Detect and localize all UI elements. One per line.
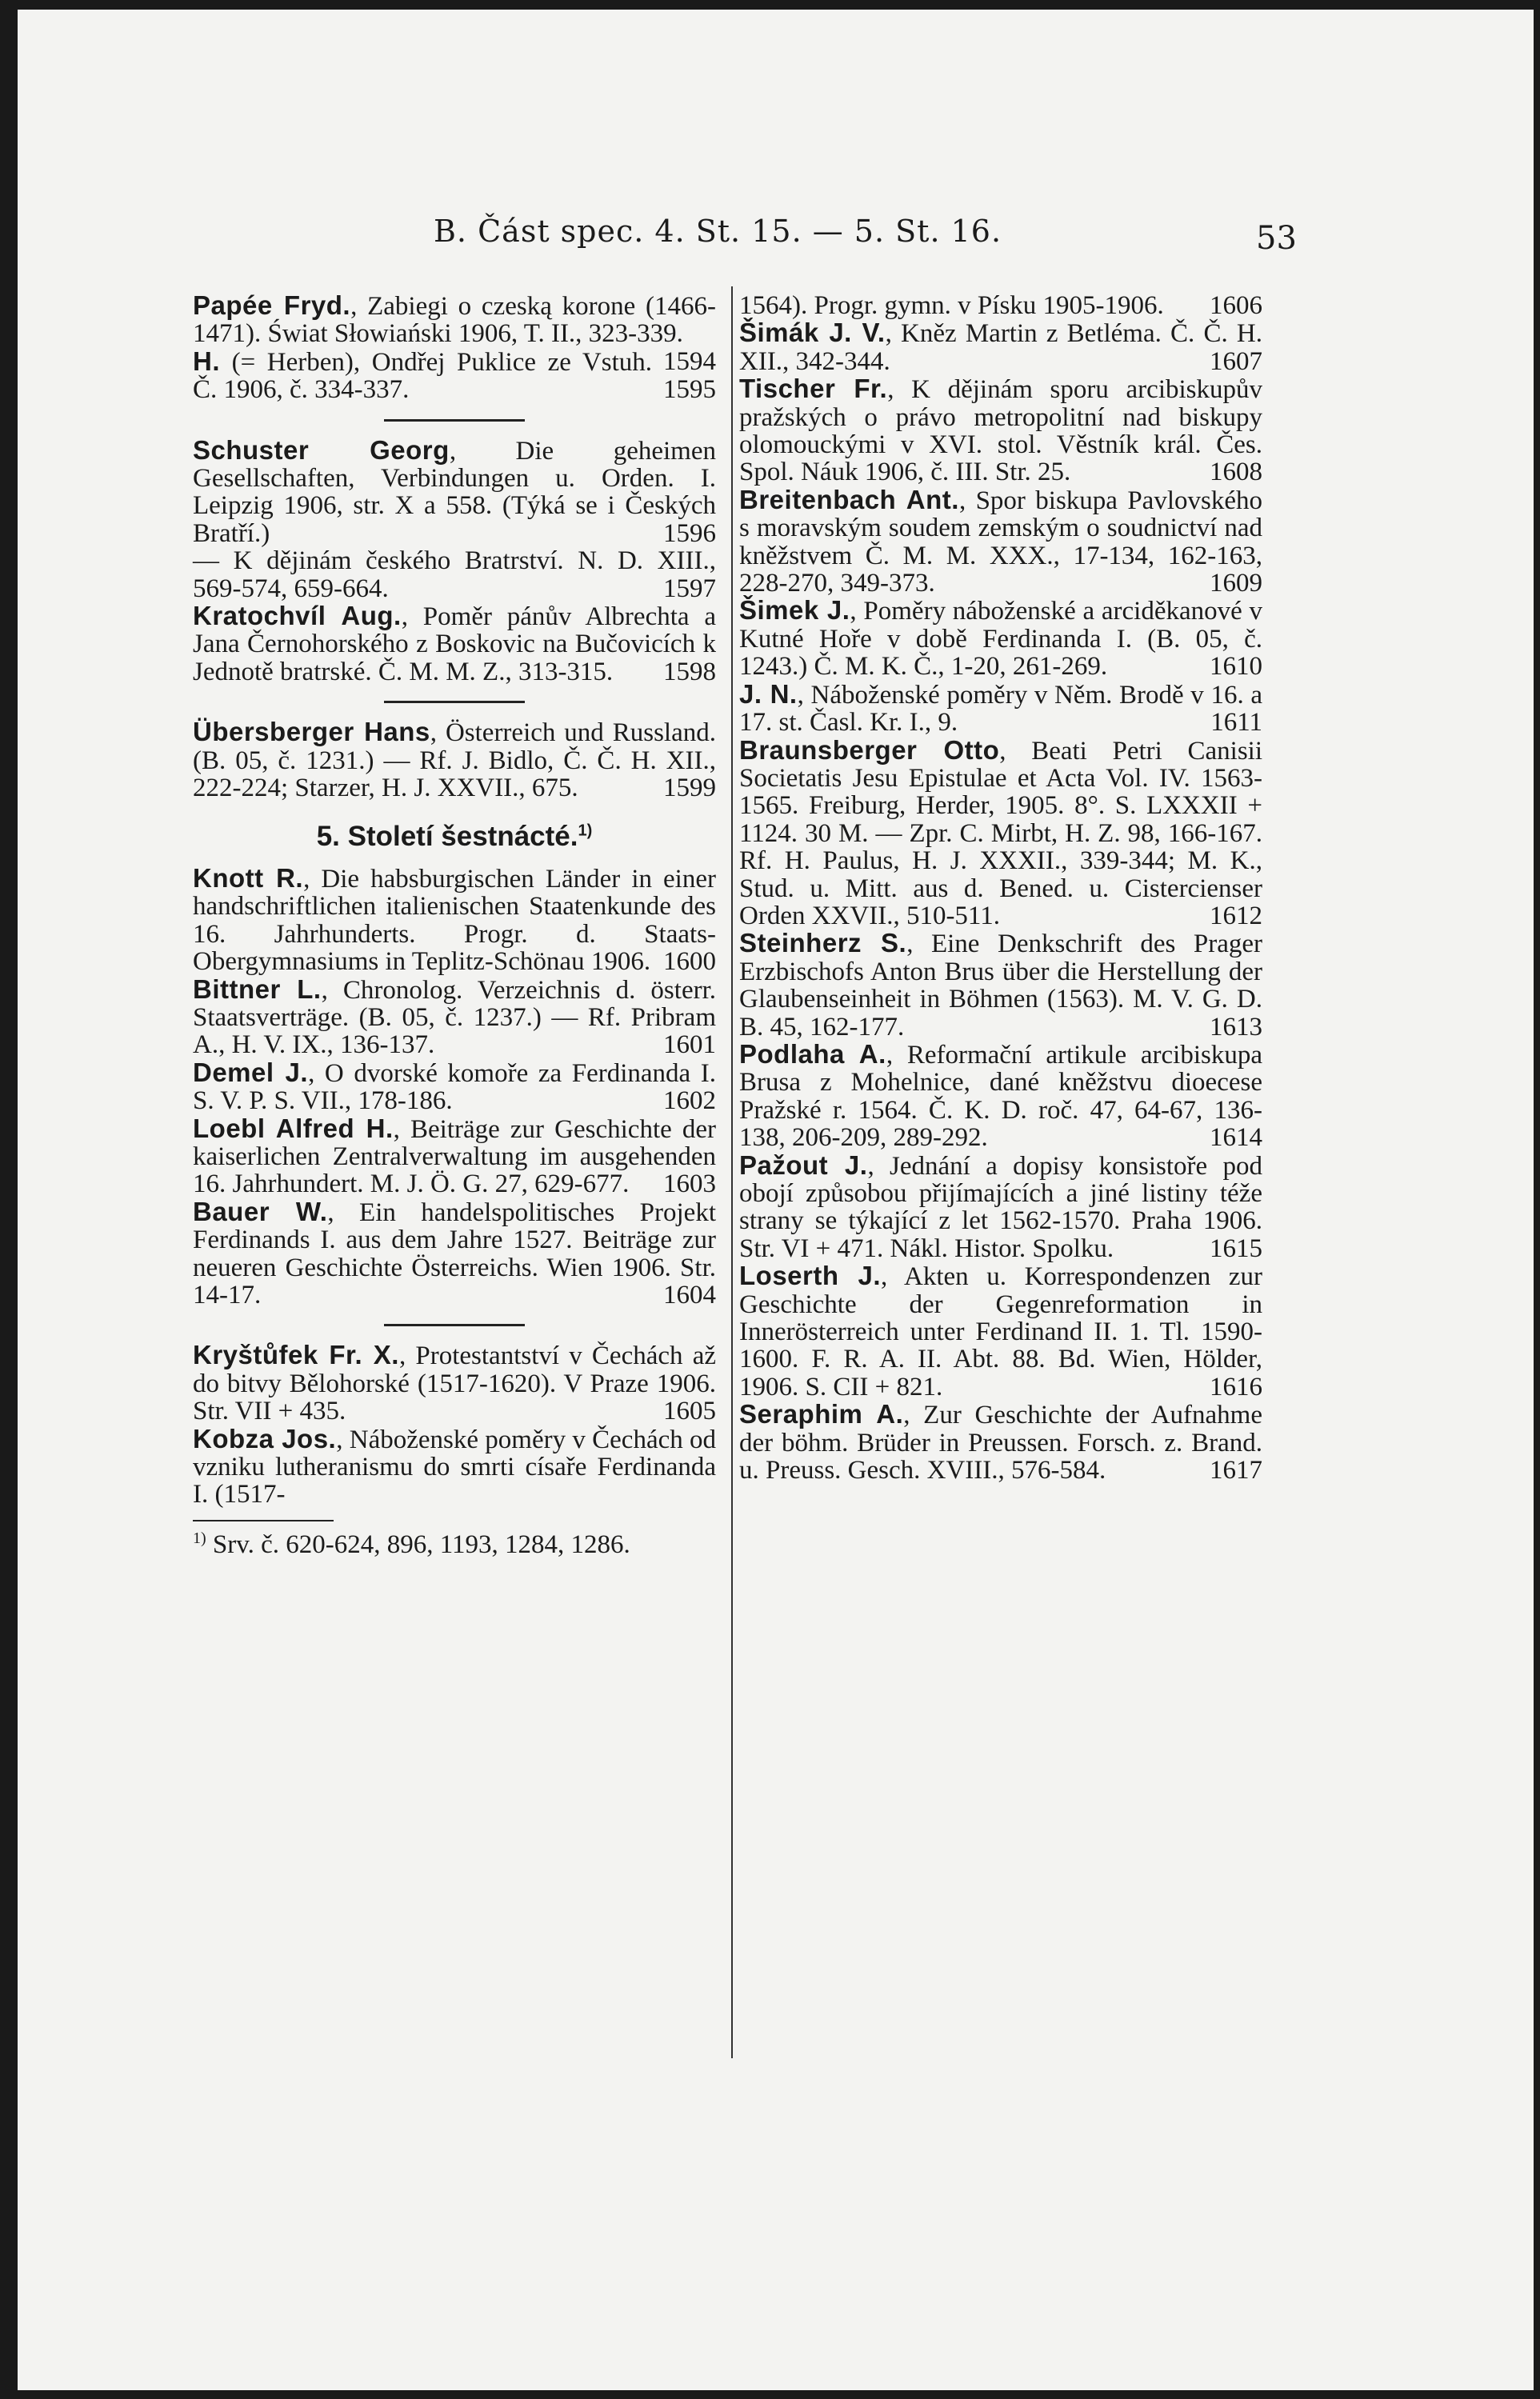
entry-text: , Kněz Martin z Betléma. Č. Č. H. XII., 342-344. [739, 319, 1262, 376]
entry-number: 1599 [663, 774, 716, 803]
entry-number: 1611 [1210, 708, 1262, 738]
entry-text: , Eine Denkschrift des Prager Erzbischofs Anton Brus über die Herstellung der Glaubenseinheit in Böhmen (1563). M. V. G. D. B. 45, 162-177. [739, 930, 1262, 1042]
entry-text: , Zur Geschichte der Aufnahme der böhm. Brüder in Preussen. Forsch. z. Brand. u. Preuss. Gesch. XVIII., 576-584. [739, 1401, 1262, 1485]
page-number: 53 [1256, 220, 1297, 257]
entry-number: 1598 [663, 657, 716, 686]
entry-author: Schuster Georg [193, 434, 450, 465]
entry-number: 1617 [1210, 1456, 1262, 1485]
entry-text: , Beati Petri Canisii Societatis Jesu Epistulae et Acta Vol. IV. 1563-1565. Freiburg, Herder, 1905. 8°. S. LXXXII + 1124. 30 M. — Zpr. C. Mirbt, H. Z. 98, 166-167. Rf. H. Paulus, H. J. XXXII., 339-344; M. K., Stud. u. Mitt. aus d. Bened. u. Cistercienser Orden XXVII., 510-511. [739, 736, 1263, 930]
entry-author: Braunsberger Otto [739, 734, 1000, 765]
entry-text: , Jednání a dopisy konsistoře pod obojí způsobou přijímajících a jiné listiny téže strany se týkající z let 1562-1570. Praha 1906. Str. VI + 471. Nákl. Histor. Spolku. [739, 1151, 1263, 1263]
footnote [193, 1531, 716, 1558]
entry-text: (= Herben), Ondřej Puklice ze Vstuh. Č. 1906, č. 334-337. [193, 347, 652, 405]
entry-author: H. [193, 346, 220, 376]
entry-author: Loserth J. [739, 1261, 882, 1291]
bibliography-entry [739, 597, 1262, 680]
entry-text: , Österreich und Russland. (B. 05, č. 1231.) — Rf. J. Bidlo, Č. Č. H. XII., 222-224; Starzer, H. J. XXVII., 675. [193, 718, 716, 803]
bibliography-entry [739, 1262, 1262, 1401]
entry-number: 1594 [663, 346, 716, 376]
entry-number: 1608 [1210, 458, 1262, 487]
entry-text: , Spor biskupa Pavlovského s moravským soudem zemským o soudnictví nad kněžstvem Č. M. M. XXX., 17-134, 162-163, 228-270, 349-373. [739, 486, 1262, 598]
entry-text: , Poměry náboženské a arciděkanové v Kutné Hoře v době Ferdinanda I. (B. 05, č. 1243.) Č. M. K. Č., 1-20, 261-269. [739, 597, 1262, 682]
page-header [18, 214, 1534, 262]
bibliography-entry [739, 930, 1262, 1041]
entry-number: 1607 [1210, 346, 1262, 376]
separator-rule [384, 419, 525, 422]
separator-rule [384, 701, 525, 703]
bibliography-entry [739, 1152, 1262, 1263]
bibliography-entry [193, 1425, 716, 1509]
entry-text: , Ein handelspolitisches Projekt Ferdinands I. aus dem Jahre 1527. Beiträge zur neueren Geschichte Österreichs. Wien 1906. Str. 14-17. [193, 1198, 716, 1309]
entry-text: , Reformační artikule arcibiskupa Brusa z Mohelnice, dané kněžstvu dioecese Pražské r. 1564. Č. K. D. roč. 47, 64-67, 136-138, 206-209, 289-292. [739, 1040, 1262, 1153]
entry-author: J. N. [739, 678, 798, 709]
entry-author: Demel J. [193, 1057, 309, 1087]
entry-number: 1605 [663, 1397, 716, 1426]
bibliography-entry [193, 434, 716, 548]
entry-author: Podlaha A. [739, 1038, 886, 1069]
entry-text: , Chronolog. Verzeichnis d. österr. Staatsverträge. (B. 05, č. 1237.) — Rf. Pribram A., H. V. IX., 136-137. [193, 975, 717, 1060]
entry-number: 1595 [663, 375, 716, 405]
entry-author: Knott R. [193, 862, 304, 893]
bibliography-entry [193, 718, 716, 802]
bibliography-entry [739, 1401, 1262, 1484]
entry-author: Tischer Fr. [739, 374, 888, 404]
entry-text: , Poměr pánův Albrechta a Jana Černohorského z Boskovic na Bučovicích k Jednotě bratrské. Č. M. M. Z., 313-315. [193, 602, 716, 686]
entry-text: , Die habsburgischen Länder in einer handschriftlichen italienischen Staatenkunde des 16. Jahrhunderts. Progr. d. Staats-Obergymnasiums in Teplitz-Schönau 1906. [193, 864, 716, 977]
footnote-rule [193, 1520, 334, 1521]
section-heading [193, 820, 716, 852]
entry-number: 1602 [663, 1086, 716, 1116]
entry-text: , Akten u. Korrespondenzen zur Geschichte der Gegenreformation in Innerösterreich unter Ferdinand II. 1. Tl. 1590-1600. F. R. A. II. Abt. 88. Bd. Wien, Hölder, 1906. S. CII + 821. [739, 1262, 1263, 1401]
bibliography-entry [193, 1059, 716, 1115]
bibliography-entry [193, 348, 716, 404]
entry-author: Pažout J. [739, 1150, 868, 1180]
entry-number: 1612 [1210, 901, 1262, 930]
entry-number: 1609 [1210, 569, 1262, 598]
running-head: B. Část spec. 4. St. 15. — 5. St. 16. [434, 214, 1002, 249]
entry-text: , Die geheimen Gesellschaften, Verbindungen u. Orden. I. Leipzig 1906, str. X a 558. (Týká se i Českých Bratří.) [193, 436, 716, 548]
entry-text: , Beiträge zur Geschichte der kaiserlichen Zentralverwaltung im ausgehenden 16. Jahrhundert. M. J. Ö. G. 27, 629-677. [193, 1114, 716, 1199]
entry-author: Seraphim A. [739, 1399, 904, 1429]
bibliography-entry [739, 319, 1262, 375]
bibliography-entry [739, 486, 1262, 598]
entry-text: 1564). Progr. gymn. v Písku 1905-1906. [739, 291, 1164, 320]
entry-number: 1600 [663, 947, 716, 977]
entry-number: 1614 [1210, 1123, 1262, 1153]
separator-rule [384, 1324, 525, 1326]
entry-author: Šimek J. [739, 595, 850, 626]
right-column [739, 292, 1262, 1484]
entry-author: Šimák J. V. [739, 318, 886, 348]
entry-author: Kratochvíl Aug. [193, 601, 402, 631]
bibliography-entry [739, 292, 1262, 319]
bibliography-entry [193, 547, 716, 602]
bibliography-entry [739, 375, 1262, 486]
left-column [193, 292, 716, 1558]
bibliography-entry [193, 1341, 716, 1425]
entry-text: , O dvorské komoře za Ferdinanda I. S. V. P. S. VII., 178-186. [193, 1058, 716, 1116]
entry-number: 1597 [663, 574, 716, 603]
bibliography-entry [739, 678, 1262, 738]
entry-author: Papée Fryd. [193, 290, 351, 320]
entry-text: , Náboženské poměry v Čechách od vzniku lutheranismu do smrti císaře Ferdinanda I. (1517- [193, 1425, 717, 1509]
entry-text: , Náboženské poměry v Něm. Brodě v 16. a 17. st. Časl. Kr. I., 9. [739, 680, 1262, 738]
entry-author: Übersberger Hans [193, 717, 430, 747]
bibliography-entry [739, 734, 1263, 930]
footnote-mark: 1) [193, 1529, 206, 1547]
bibliography-entry [193, 976, 716, 1059]
entry-number: 1616 [1210, 1372, 1262, 1401]
entry-author: Bauer W. [193, 1196, 328, 1226]
footnote-mark: 1) [578, 821, 593, 839]
entry-author: Steinherz S. [739, 928, 907, 958]
entry-author: Bittner L. [193, 974, 322, 1004]
entry-author: Loebl Alfred H. [193, 1113, 394, 1143]
bibliography-entry [193, 862, 716, 977]
entry-text: , Protestantství v Čechách až do bitvy Bělohorské (1517-1620). V Praze 1906. Str. VII + 435. [193, 1341, 716, 1426]
bibliography-entry [739, 1038, 1262, 1153]
entry-author: Kobza Jos. [193, 1423, 337, 1453]
book-page [18, 10, 1534, 2390]
entry-text: , Zabiegi o czeską korone (1466-1471). Świat Słowiański 1906, T. II., 323-339. [193, 292, 716, 349]
entry-number: 1615 [1210, 1233, 1262, 1263]
footnote-text: Srv. č. 620-624, 896, 1193, 1284, 1286. [206, 1529, 630, 1559]
entry-number: 1603 [663, 1170, 716, 1199]
section-heading-text: 5. Století šestnácté. [316, 820, 578, 852]
entry-number: 1610 [1210, 652, 1262, 682]
entry-author: Kryštůfek Fr. X. [193, 1340, 399, 1370]
entry-number: 1604 [663, 1281, 716, 1309]
entry-number: 1596 [663, 518, 716, 548]
entry-text: , K dějinám sporu arcibiskupův pražských o právo metropolitní nad biskupy olomouckými v XVI. stol. Věstník král. Čes. Spol. Náuk 1906, č. III. Str. 25. [739, 375, 1262, 487]
column-divider [731, 286, 733, 2058]
bibliography-entry [193, 1115, 716, 1198]
entry-author: Breitenbach Ant. [739, 484, 959, 514]
entry-text: — K dějinám českého Bratrství. N. D. XIII., 569-574, 659-664. [193, 546, 716, 603]
bibliography-entry [193, 1198, 716, 1309]
entry-number: 1601 [663, 1030, 716, 1060]
entry-number: 1606 [1210, 291, 1262, 320]
bibliography-entry [193, 602, 716, 686]
entry-number: 1613 [1210, 1012, 1262, 1042]
